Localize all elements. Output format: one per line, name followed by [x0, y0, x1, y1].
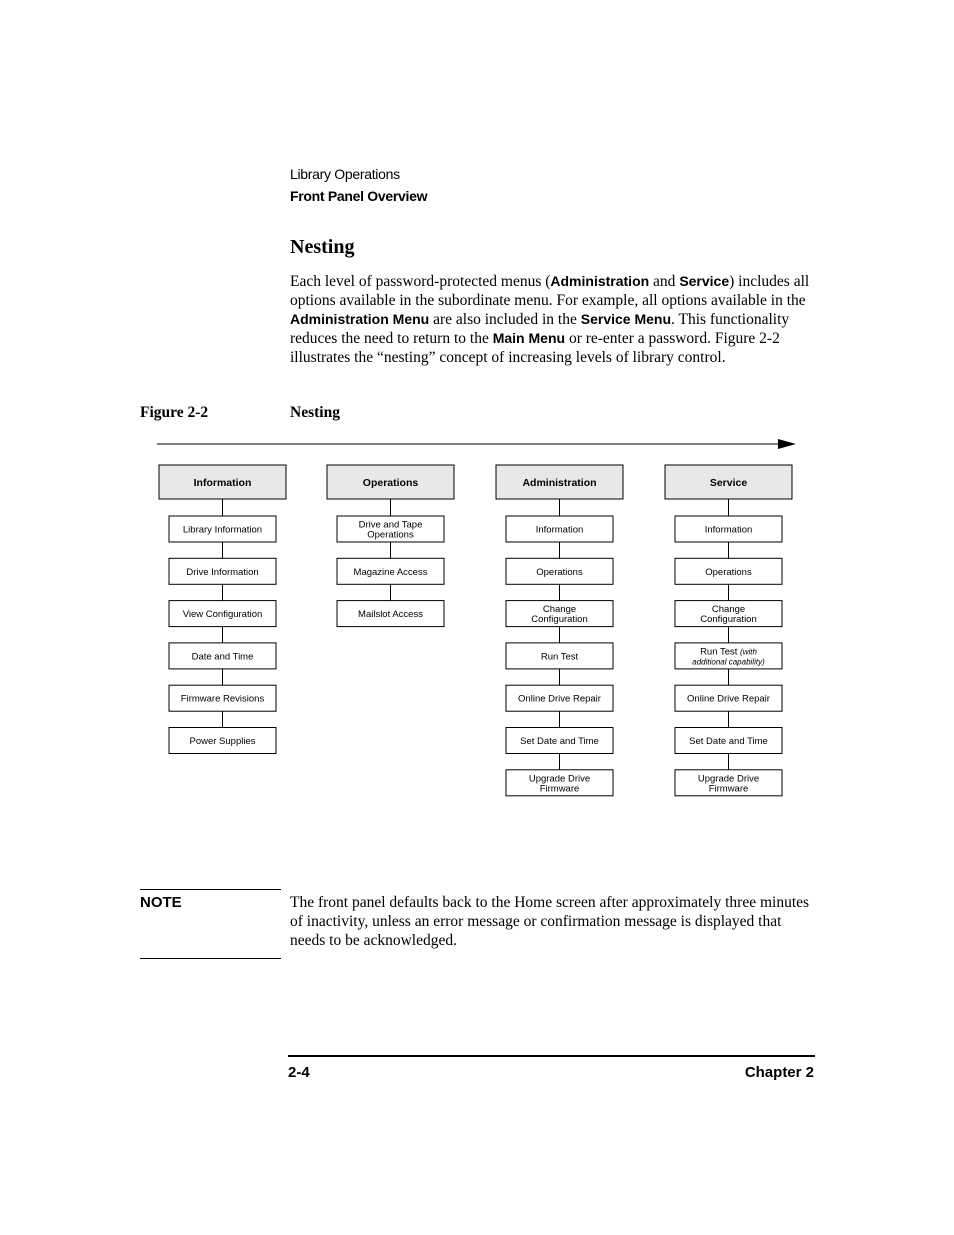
running-header-subsection: Front Panel Overview [290, 188, 428, 204]
menu-item-label: Upgrade Drive [528, 773, 591, 785]
progression-arrow-head [778, 439, 796, 449]
menu-item-label: Information [704, 524, 753, 536]
intro-bold-administration-menu: Administration Menu [290, 311, 430, 327]
figure-title: Nesting [290, 404, 340, 421]
intro-text-5: . This functionality reduces the need to return to the [290, 311, 790, 347]
menu-item-label: Mailslot Access [358, 609, 423, 621]
menu-item-label: Operations [367, 529, 414, 541]
note-label: NOTE [140, 894, 182, 911]
menu-item-label: Library Information [182, 524, 263, 536]
running-header-section: Library Operations [290, 166, 400, 182]
menu-item-label: Online Drive Repair [518, 693, 601, 705]
note-bottom-rule [140, 958, 281, 959]
menu-item-label: Firmware [539, 783, 580, 795]
intro-text-2: and [649, 273, 680, 290]
column-header-information: Information [193, 477, 252, 489]
menu-item-label: Run Test [540, 651, 579, 663]
note-top-rule [140, 889, 281, 890]
intro-bold-service-menu: Service Menu [580, 311, 672, 327]
menu-item-label: Operations [536, 566, 583, 578]
section-heading: Nesting [290, 236, 355, 258]
note-text: The front panel defaults back to the Home screen after approximately three minutes of inactivity, unless an error message or confirmation message is displayed that needs to be acknowledged. [290, 894, 810, 949]
menu-item-label: additional capability) [692, 657, 765, 667]
column-header-administration: Administration [522, 477, 597, 489]
intro-bold-service: Service [679, 273, 730, 289]
menu-item-label: Configuration [700, 614, 757, 626]
intro-text-4: are also included in the [429, 311, 581, 328]
menu-item-label: Online Drive Repair [687, 693, 770, 705]
menu-item-label: Set Date and Time [689, 736, 768, 747]
menu-item-label: Upgrade Drive [697, 773, 760, 785]
intro-text-1: Each level of password-protected menus ( [290, 273, 551, 290]
intro-text-3: ) includes all options available in the subordinate menu. For example, all options available in the [290, 273, 810, 309]
menu-item-label: Magazine Access [353, 566, 428, 578]
menu-item-label: Operations [705, 566, 752, 578]
page-number: 2-4 [288, 1064, 310, 1081]
menu-item-label: Change [542, 604, 577, 616]
chapter-label: Chapter 2 [744, 1064, 814, 1081]
intro-bold-administration: Administration [550, 273, 650, 289]
menu-item-label: Run Test (with [700, 646, 757, 658]
menu-item-label: Configuration [531, 614, 588, 626]
menu-item-label: View Configuration [182, 609, 263, 621]
menu-item-label: Set Date and Time [520, 736, 599, 747]
menu-item-label: Drive Information [186, 566, 259, 578]
column-header-operations: Operations [362, 477, 419, 489]
menu-item-label: Drive and Tape [358, 519, 423, 531]
menu-item-label: Firmware Revisions [180, 693, 265, 705]
intro-text-6: or re-enter a password. Figure 2-2 illustrates the “nesting” concept of increasing levels of library control. [290, 330, 780, 366]
figure-label: Figure 2-2 [140, 404, 209, 421]
menu-item-label: Date and Time [191, 651, 254, 663]
menu-item-label: Information [535, 524, 584, 536]
menu-item-label: Firmware [708, 783, 749, 795]
footer-rule [288, 1055, 815, 1057]
menu-item-label: Change [711, 604, 746, 616]
menu-item-label: Power Supplies [189, 736, 256, 747]
intro-bold-main-menu: Main Menu [492, 330, 566, 346]
column-header-service: Service [709, 477, 748, 489]
